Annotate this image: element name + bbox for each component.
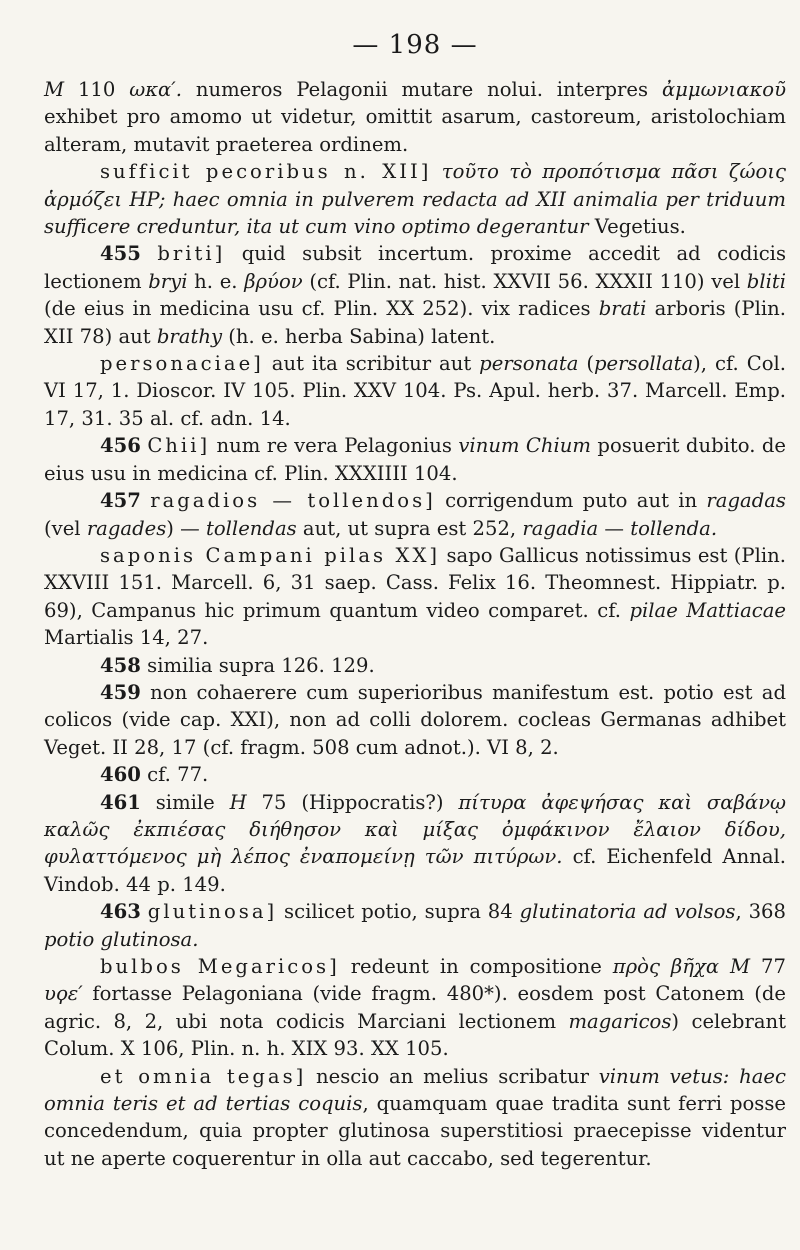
text-run: cf. 77. — [140, 763, 209, 787]
text-run: quid subsit incertum. proxime accedit ad codicis lectionem — [44, 242, 787, 293]
italic-text: ragades — [86, 516, 167, 540]
note-paragraph — [44, 1063, 786, 1173]
lemma: personaciae] — [100, 352, 264, 376]
italic-text: bliti — [746, 269, 787, 293]
note-paragraph — [44, 542, 786, 652]
italic-text: υϙε′ — [44, 982, 83, 1006]
commentary-notes — [44, 76, 786, 1172]
italic-text: glutinatoria ad volsos — [519, 900, 736, 924]
note-paragraph — [44, 679, 786, 761]
italic-text: ragadas — [706, 489, 786, 513]
italic-text: ἀμμωνιακοῦ — [661, 78, 786, 101]
lemma: saponis Campani pilas XX] — [100, 543, 441, 567]
italic-text: brati — [598, 297, 647, 321]
text-run — [431, 160, 441, 183]
text-run: , quamquam quae tradita sunt ferri posse concedendum, quia propter glutinosa superstitiosi praecepisse videntur ut ne aperte coquerentur in olla aut caccabo, sed tegerentur. — [44, 1092, 787, 1170]
lemma: sufficit pecoribus n. XII] — [100, 160, 432, 184]
italic-text: vinum vetus: haec omnia teris et ad tertias coquis — [44, 1064, 786, 1116]
text-run: aut, ut supra est 252, — [296, 516, 523, 540]
text-run: posuerit dubito. de eius usu in medicina cf. Plin. XXXIIII 104. — [44, 434, 786, 485]
note-paragraph — [44, 652, 786, 679]
text-run: arboris (Plin. XII 78) aut — [44, 297, 786, 348]
text-run: Vegetius. — [588, 215, 686, 239]
text-run: Martialis 14, 27. — [44, 626, 209, 650]
text-run: sapo Gallicus notissimus est (Plin. XXVIII 151. Marcell. 6, 31 saep. Cass. Felix 16. Theomnest. Hippiatr. p. 69), Campanus hic primum quantum video comparet. cf. — [44, 543, 787, 622]
text-run: simile — [140, 790, 230, 814]
italic-text: M — [730, 955, 751, 978]
text-run — [141, 900, 148, 923]
note-number: 463 — [100, 900, 141, 924]
note-paragraph — [44, 487, 786, 542]
italic-text: ωκα′. — [129, 78, 182, 101]
note-paragraph — [44, 240, 786, 350]
lemma: et omnia tegas] — [100, 1064, 307, 1088]
note-number: 461 — [100, 790, 141, 814]
text-run — [141, 489, 150, 512]
note-paragraph — [44, 898, 786, 953]
italic-text: βρύον — [244, 269, 303, 293]
text-run — [141, 242, 157, 265]
text-run: redeunt in compositione — [339, 955, 613, 978]
text-run: ( — [578, 352, 595, 376]
lemma: Chii] — [147, 434, 211, 458]
italic-text: tollenda. — [630, 516, 718, 540]
text-run: exhibet pro amomo ut videtur, omittit asarum, castoreum, aristolochiam alteram, mutavit praeterea ordinem. — [44, 105, 786, 156]
text-run: ), cf. Col. VI 17, 1. Dioscor. IV 105. Plin. XXV 104. Ps. Apul. herb. 37. Marcell. Emp. 17, 31. 35 al. cf. adn. 14. — [44, 352, 787, 430]
text-run: 77 — [750, 955, 786, 978]
text-run: (vel — [44, 516, 87, 540]
text-run: non cohaerere cum superioribus manifestum est. potio est ad colicos (vide cap. XXI), non ad colli dolorem. cocleas Germanas adhibet Veget. II 28, 17 (cf. fragm. 508 cum adnot.). VI 8, 2. — [44, 680, 786, 759]
italic-text: brathy — [156, 324, 223, 348]
text-run: (h. e. herba Sabina) latent. — [222, 324, 496, 348]
note-paragraph — [44, 789, 786, 899]
italic-text: pilae Mattiacae — [629, 598, 786, 622]
note-number: 455 — [100, 242, 141, 266]
text-run: 75 (Hippocratis?) — [246, 790, 459, 814]
page-number: — 198 — — [352, 30, 478, 60]
note-paragraph — [44, 158, 786, 240]
note-number: 459 — [100, 680, 141, 704]
text-run: aut ita scribitur aut — [263, 352, 480, 376]
text-run: h. e. — [187, 269, 245, 293]
italic-text: ragadia — [522, 516, 599, 540]
lemma: briti] — [157, 242, 226, 266]
italic-text: magaricos — [568, 1009, 672, 1033]
lemma: ragadios — tollendos] — [150, 489, 436, 513]
note-paragraph — [44, 76, 786, 158]
text-run: scilicet potio, supra 84 — [277, 900, 520, 924]
lemma: bulbos Megaricos] — [100, 955, 340, 978]
note-paragraph — [44, 350, 786, 432]
italic-text: M — [44, 78, 65, 101]
text-run: corrigendum puto aut in — [435, 489, 707, 513]
text-run: ) celebrant Colum. X 106, Plin. n. h. XIX 93. XX 105. — [44, 1009, 786, 1061]
note-paragraph — [44, 432, 786, 487]
italic-text: πίτυρα ἀφεψήσας καὶ σαβάνῳ καλῶς ἐκπιέσας διήθησον καὶ μίξας ὀμφάκινον ἔλαιον δίδου, φυλαττόμενος μὴ λέπος ἐναπομείνῃ τῶν πιτύρων. — [44, 790, 786, 869]
text-run: (cf. Plin. nat. hist. XXVII 56. XXXII 110) vel — [302, 269, 747, 293]
text-run: (de eius in medicina usu cf. Plin. XX 252). vix radices — [44, 297, 599, 321]
note-number: 457 — [100, 489, 141, 513]
text-run: ) — — [166, 516, 206, 540]
lemma: glutinosa] — [147, 900, 278, 924]
note-number: 460 — [100, 763, 141, 787]
italic-text: potio glutinosa. — [44, 927, 199, 951]
text-run: num re vera Pelagonius — [210, 434, 459, 458]
note-number: 458 — [100, 653, 141, 677]
italic-text: vinum Chium — [458, 434, 591, 458]
text-run: similia supra 126. 129. — [140, 653, 375, 677]
italic-text: persollata — [594, 352, 694, 376]
italic-text: personata — [479, 352, 579, 376]
italic-text: H — [229, 790, 247, 814]
text-run: nescio an melius scribatur — [306, 1064, 599, 1088]
note-number: 456 — [100, 434, 141, 458]
text-run — [719, 955, 730, 978]
italic-text: tollendas — [205, 516, 297, 540]
text-run: — — [598, 516, 631, 540]
italic-text: τοῦτο τὸ προπότισμα πᾶσι ζώοις ἁρμόζει HP; haec omnia in pulverem redacta ad XII animalia per triduum sufficere creduntur, ita ut cum vino optimo degerantur — [44, 160, 786, 239]
text-run: 110 — [64, 78, 130, 101]
note-paragraph — [44, 953, 786, 1063]
italic-text: bryi — [148, 269, 188, 293]
text-run: numeros Pelagonii mutare nolui. interpres — [181, 78, 662, 101]
italic-text: πρὸς βῆχα — [612, 955, 720, 978]
text-run: , 368 — [735, 900, 786, 924]
text-run: cf. Eichenfeld Annal. Vindob. 44 p. 149. — [44, 845, 787, 896]
text-run: fortasse Pelagoniana (vide fragm. 480*). eosdem post Catonem (de agric. 8, 2, ubi nota codicis Marciani lectionem — [44, 982, 786, 1033]
note-paragraph — [44, 761, 786, 788]
